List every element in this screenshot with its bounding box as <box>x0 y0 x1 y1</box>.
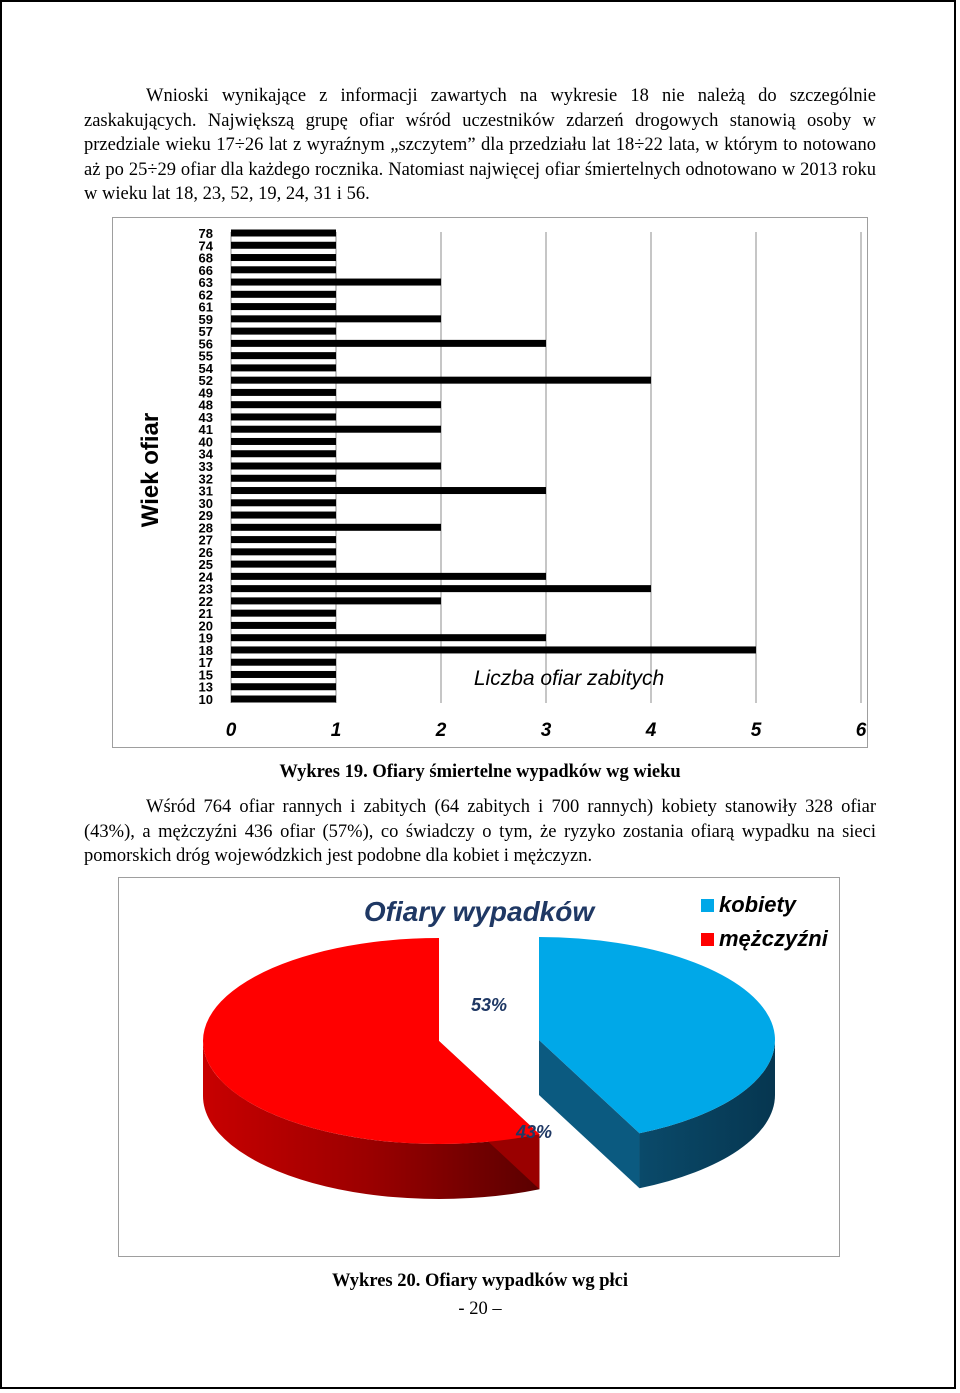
y-tick-label: 23 <box>198 581 213 597</box>
bar-age-23 <box>231 585 651 592</box>
x-axis-title: Liczba ofiar zabitych <box>473 667 665 690</box>
y-tick-label: 52 <box>198 373 213 389</box>
legend-swatch-kobiety <box>701 899 714 912</box>
y-tick-label: 62 <box>198 287 213 303</box>
y-tick-label: 13 <box>198 679 213 695</box>
bar-age-18 <box>231 646 756 653</box>
x-tick-label: 0 <box>225 720 237 741</box>
legend-label-mezczyzni: mężczyźni <box>719 926 828 951</box>
y-tick-label: 41 <box>198 422 213 438</box>
y-tick-label: 49 <box>198 385 213 401</box>
y-tick-label: 59 <box>198 311 213 327</box>
bar-age-78 <box>231 230 336 237</box>
y-tick-label: 57 <box>198 324 213 340</box>
bar-age-22 <box>231 597 441 604</box>
bar-age-28 <box>231 524 441 531</box>
y-tick-label: 61 <box>198 299 213 315</box>
y-tick-label: 20 <box>198 618 213 634</box>
bar-age-68 <box>231 254 336 261</box>
bar-age-26 <box>231 548 336 555</box>
gender-victims-pie-chart-svg <box>119 878 841 1258</box>
bar-age-62 <box>231 291 336 298</box>
bar-age-43 <box>231 413 336 420</box>
y-tick-label: 68 <box>198 250 213 266</box>
y-tick-label: 78 <box>198 226 213 241</box>
bar-age-52 <box>231 377 651 384</box>
y-tick-label: 43 <box>198 409 213 425</box>
bar-age-55 <box>231 352 336 359</box>
y-tick-label: 15 <box>198 667 213 683</box>
y-tick-label: 24 <box>198 569 213 585</box>
paragraph-gender-stats: Wśród 764 ofiar rannych i zabitych (64 zabitych i 700 rannych) kobiety stanowiły 328 ofiar (43%), a mężczyźni 436 ofiar (57%), co świadczy o tym, że ryzyko zostania ofiarą wypadku na sieci pomorskich dróg wojewódzkich jest podobne dla kobiet i mężczyzn. <box>84 797 876 866</box>
data-label-mezczyzni: 53% <box>470 995 508 1015</box>
bar-age-33 <box>231 463 441 470</box>
y-tick-label: 30 <box>198 495 213 511</box>
y-tick-label: 27 <box>198 532 213 548</box>
y-tick-label: 26 <box>198 544 213 560</box>
y-tick-label: 31 <box>198 483 213 499</box>
y-tick-label: 21 <box>198 606 213 622</box>
bar-age-32 <box>231 475 336 482</box>
data-label-kobiety: 43% <box>515 1122 553 1142</box>
figure-19-caption: Wykres 19. Ofiary śmiertelne wypadków wg wieku <box>279 762 681 782</box>
y-tick-label: 18 <box>198 642 213 658</box>
legend <box>701 892 829 951</box>
bar-age-31 <box>231 487 546 494</box>
legend-swatch-mezczyzni <box>701 933 714 946</box>
y-tick-label: 29 <box>198 508 213 524</box>
y-tick-label: 40 <box>198 434 213 450</box>
paragraph-fig18-conclusions: Wnioski wynikające z informacji zawartych na wykresie 18 nie należą do szczególnie zaskakujących. Największą grupę ofiar wśród uczestników zdarzeń drogowych stanowią osoby w przedziale wieku 17÷26 lat z wyraźnym „szczytem” dla przedziału lat 18÷22 lata, w którym to notowano aż po 25÷29 ofiar dla każdego rocznika. Natomiast najwięcej ofiar śmiertelnych odnotowano w 2013 roku w wieku lat 18, 23, 52, 19, 24, 31 i 56. <box>84 86 876 204</box>
age-victims-bar-chart-svg <box>113 218 869 749</box>
bar-age-29 <box>231 512 336 519</box>
y-axis-title: Wiek ofiar <box>137 412 164 528</box>
gender-victims-pie-chart <box>118 877 840 1257</box>
age-victims-bar-chart <box>112 217 868 748</box>
bar-age-40 <box>231 438 336 445</box>
bar-age-15 <box>231 671 336 678</box>
y-tick-label: 63 <box>198 275 213 291</box>
x-tick-label: 5 <box>750 720 762 741</box>
x-tick-label: 1 <box>330 720 342 741</box>
x-tick-label: 4 <box>645 720 657 741</box>
bar-age-10 <box>231 696 336 703</box>
bar-age-49 <box>231 389 336 396</box>
legend-label-kobiety: kobiety <box>719 892 797 917</box>
x-tick-label: 2 <box>435 720 447 741</box>
bar-age-74 <box>231 242 336 249</box>
y-tick-label: 10 <box>198 692 213 707</box>
y-tick-label: 17 <box>198 655 213 671</box>
y-tick-label: 33 <box>198 459 213 474</box>
bar-age-24 <box>231 573 546 580</box>
y-tick-label: 32 <box>198 471 213 487</box>
y-tick-label: 66 <box>198 262 213 278</box>
bar-age-25 <box>231 561 336 568</box>
bar-age-59 <box>231 315 441 322</box>
bar-age-21 <box>231 610 336 617</box>
bar-age-27 <box>231 536 336 543</box>
pie-title: Ofiary wypadków <box>363 896 595 927</box>
bar-age-56 <box>231 340 546 347</box>
bar-age-54 <box>231 364 336 371</box>
bar-age-41 <box>231 426 441 433</box>
bar-age-17 <box>231 659 336 666</box>
y-tick-label: 22 <box>198 593 213 609</box>
bar-age-19 <box>231 634 546 641</box>
y-tick-label: 74 <box>198 238 213 254</box>
bar-age-30 <box>231 499 336 506</box>
x-tick-label: 3 <box>540 720 552 741</box>
bar-age-13 <box>231 683 336 690</box>
y-tick-label: 48 <box>198 397 213 413</box>
bar-age-61 <box>231 303 336 310</box>
y-tick-label: 19 <box>198 630 213 646</box>
bar-age-57 <box>231 328 336 335</box>
bar-age-34 <box>231 450 336 457</box>
y-tick-label: 34 <box>198 446 213 462</box>
y-tick-label: 28 <box>198 520 213 536</box>
page-number: - 20 – <box>458 1299 502 1319</box>
bar-age-20 <box>231 622 336 629</box>
y-tick-label: 54 <box>198 360 213 376</box>
bar-age-63 <box>231 279 441 286</box>
y-tick-label: 56 <box>198 336 213 352</box>
bar-age-48 <box>231 401 441 408</box>
y-tick-label: 55 <box>198 348 213 364</box>
y-tick-label: 25 <box>198 557 213 573</box>
bar-age-66 <box>231 266 336 273</box>
x-tick-label: 6 <box>855 720 867 741</box>
figure-20-caption: Wykres 20. Ofiary wypadków wg płci <box>331 1271 629 1291</box>
